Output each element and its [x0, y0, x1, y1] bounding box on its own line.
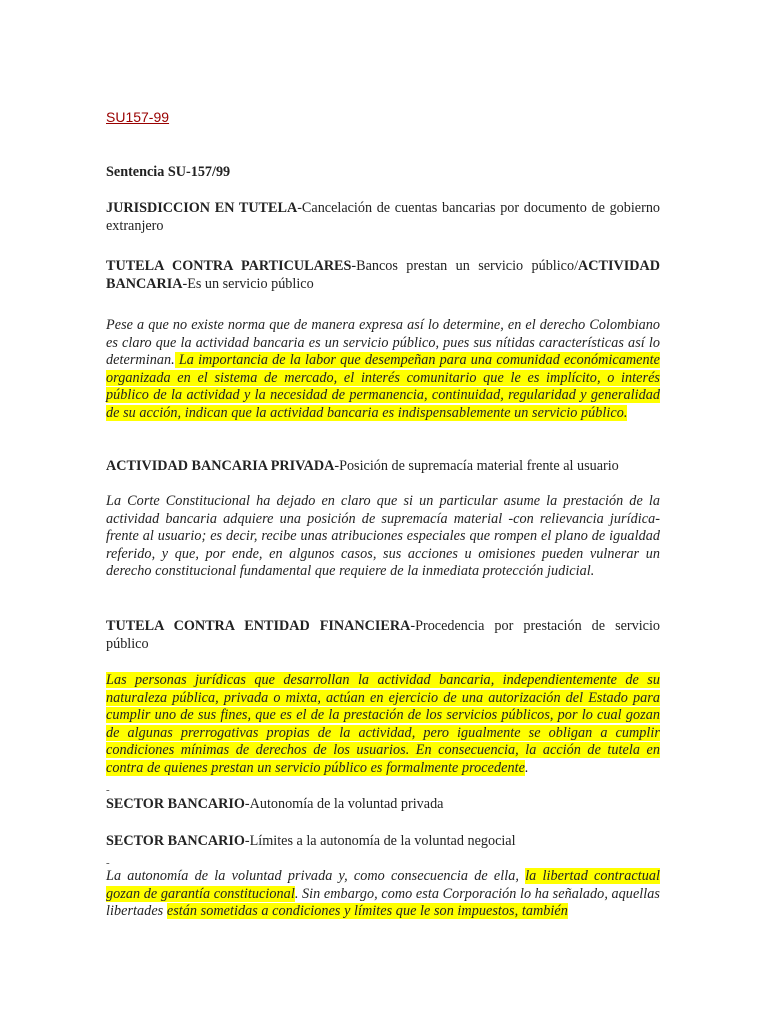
heading-text: -Límites a la autonomía de la voluntad negocial [244, 833, 516, 849]
document-link[interactable]: SU157-99 [106, 109, 170, 125]
heading-sector-bancario-1 [106, 796, 660, 814]
heading-bold: SECTOR BANCARIO [106, 833, 245, 849]
highlighted-text: la libertad contractual gozan de garantía constitucional [106, 868, 660, 902]
heading-bold: TUTELA CONTRA PARTICULARES [106, 258, 352, 274]
heading-tutela-particulares [106, 258, 660, 293]
paragraph-text: Pese a que no existe norma que de manera expresa así lo determine, en el derecho Colombiano es claro que la actividad bancaria es un servicio público, pues sus nítidas características así lo determinan. [106, 317, 660, 369]
highlighted-text: están sometidas a condiciones y límites que le son impuestos, también [166, 903, 568, 920]
heading-actividad-privada [106, 458, 660, 476]
heading-bold: ACTIVIDAD BANCARIA PRIVADA [106, 458, 335, 474]
separator-dash: - [106, 857, 110, 869]
heading-text: -Bancos prestan un servicio público/ [351, 258, 579, 274]
heading-sector-bancario-2 [106, 833, 660, 851]
paragraph-servicio-publico [106, 317, 660, 423]
document-title [106, 164, 660, 182]
paragraph-personas-juridicas [106, 672, 660, 778]
title-text: Sentencia SU-157/99 [106, 164, 231, 180]
paragraph-text: La autonomía de la voluntad privada y, como consecuencia de ella, [106, 868, 526, 884]
heading-entidad-financiera [106, 618, 660, 653]
heading-text: -Posición de supremacía material frente al usuario [334, 458, 619, 474]
heading-bold: ACTIVIDAD BANCARIA [106, 258, 660, 292]
heading-jurisdiccion [106, 200, 660, 235]
heading-text: -Procedencia por prestación de servicio público [106, 618, 660, 652]
paragraph-autonomia [106, 868, 660, 921]
heading-bold: TUTELA CONTRA ENTIDAD FINANCIERA [106, 618, 411, 634]
heading-text: -Autonomía de la voluntad privada [244, 796, 444, 812]
paragraph-supremacia [106, 493, 660, 581]
paragraph-text: . [524, 759, 529, 776]
heading-bold: JURISDICCION EN TUTELA [106, 200, 298, 216]
paragraph-text: . Sin embargo, como esta Corporación lo ha señalado, aquellas libertades [106, 885, 660, 920]
highlighted-text: La importancia de la labor que desempeñan para una comunidad económicamente organizada en el sistema de mercado, el interés comunitario que le es implícito, o interés público de la actividad y la necesidad de permanencia, continuidad, regularidad y generalidad de su acción, indican que la actividad bancaria es indispensablemente un servicio público. [106, 352, 660, 421]
heading-text: -Cancelación de cuentas bancarias por documento de gobierno extranjero [106, 200, 661, 234]
heading-text: -Es un servicio público [182, 275, 314, 292]
highlighted-text: Las personas jurídicas que desarrollan la actividad bancaria, independientemente de su naturaleza pública, privada o mixta, actúan en ejercicio de una autorización del Estado para cumplir uno de sus fines, que es el de la prestación de los servicios públicos, por lo cual gozan de algunas prerrogativas propias de la actividad, pero igualmente se obligan a cumplir condiciones mínimas de derechos de los usuarios. En consecuencia, la acción de tutela en contra de quienes prestan un servicio público es formalmente procedente [106, 672, 660, 776]
paragraph-text: La Corte Constitucional ha dejado en claro que si un particular asume la prestación de la actividad bancaria adquiere una posición de supremacía material -con relievancia jurídica- frente al usuario; es decir, recibe unas atribuciones especiales que rompen el plano de igualdad referido, y que, por ende, en algunos casos, sus acciones u omisiones pueden vulnerar un derecho constitucional fundamental que requiere de la inmediata protección judicial. [106, 493, 660, 580]
separator-dash: - [106, 784, 110, 796]
heading-bold: SECTOR BANCARIO [106, 796, 245, 812]
